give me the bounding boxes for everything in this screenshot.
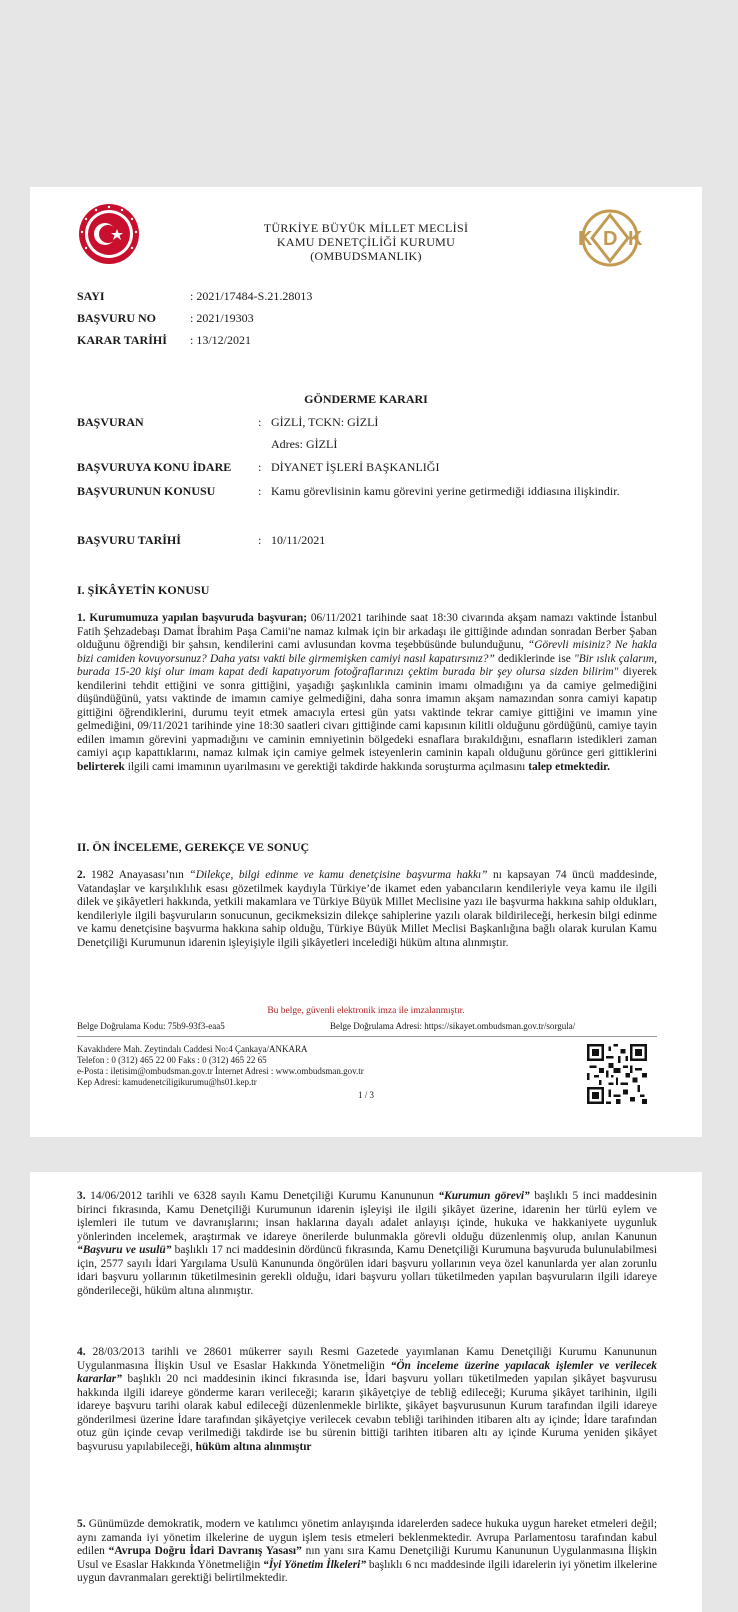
p2-text: nı kapsayan 74 üncü maddesinde, Vatandaşlar ve karşılıklılık esası gözetilmek kaydıyla Türkiye’de ikamet eden yabancıların kendileriyle veya kamu ile ilgili dilek ve şikâyetleri hakkında, yetkili makamlara ve Türkiye Büyük Millet Meclisine yazı ile başvurma hakkına sahip oldukları, kendileriyle ilgili başvuruların sonucunun, gecikmeksizin dilekçe sahiplerine yazılı olarak bildirileceği, herkesin bilgi edinme ve kamu denetçisine başvurma hakkına sahip olduğu, Türkiye Büyük Millet Meclisi Başkanlığına bağlı olarak kurulan Kamu Denetçiliği Kurumunun idarenin işleyişiyle ilgili şikâyetleri incelediği hüküm altına alınmıştır. — [77, 869, 658, 949]
p5-bold: “Avrupa Doğru İdari Davranış Yasası” — [108, 1545, 302, 1557]
p1-text: 06/11/2021 tarihinde saat 18:30 civarında akşam namazı vaktinde İstanbul Fatih Şehzadebaşı Damat İbrahim Paşa Camii'ne namaz kılmak için bir arkadaşı ile gittiğinde adından sonradan Berber Şaban olduğunu öğrendiği bir şahsın, kendilerini cami avlusundan kovma teşebbüsünde bulunduğunu, — [77, 612, 657, 651]
basvuru-no-value: : 2021/19303 — [190, 311, 254, 325]
basvuru-no-label: BAŞVURU NO — [77, 311, 157, 325]
colon: : — [258, 484, 262, 498]
p3-text: başlıklı 17 nci maddesinin dördüncü fıkrasında, Kamu Denetçiliği Kurumuna başvuruda bulunulabilmesi için, 2577 sayılı İdari Yargılama Usulü Kanununda öngörülen idari başvuru yollarının veya özel kanunlarda yer alan zorunlu idari başvuru yollarının tüketilmesinin gerekli olduğu, idari başvuru yolları tüketilmeden yapılan başvuruların ilgili idareye gönderileceği, hüküm altına alınmıştır. — [77, 1244, 657, 1297]
p4-number: 4. — [77, 1346, 86, 1358]
p1-bold-1: belirterek — [77, 760, 125, 773]
page-number: 1 / 3 — [357, 1090, 374, 1100]
basvuran-value: GİZLİ, TCKN: GİZLİ — [271, 415, 379, 429]
karar-tarihi-value: : 13/12/2021 — [190, 333, 252, 347]
sayi-value: : 2021/17484-S.21.28013 — [190, 289, 313, 303]
header-line-2: KAMU DENETÇİLİĞİ KURUMU — [276, 235, 456, 249]
p5-text: başlıklı 6 ncı maddesinde ilgili idarelerin iyi yönetim ilkelerine uygun davranmaları gerektiği belirtilmektedir. — [77, 1558, 657, 1584]
p1-text: ilgili cami imamının uyarılmasını ve gerektiği takdirde hakkında soruşturma açılmasını — [124, 760, 529, 773]
paragraph-3 — [77, 1190, 657, 1298]
p3-text: başlıklı 5 inci maddesinin birinci fıkrasında, Kamu Denetçiliği Kurumunun idarenin işleyişi ile ilgili şikâyet üzerine, idarenin her türlü eylem ve işlemleri ile tutum ve davranışlarını; insan haklarına dayalı adalet anlayışı içinde, hukuka ve hakkaniyete uygunluk yönlerinden incelemek, araştırmak ve idareye önerilerde bulunmakla görevli olduğu düzenlenmiş olup, anılan Kanunun — [77, 1190, 657, 1243]
konu-label: BAŞVURUNUN KONUSU — [77, 484, 216, 498]
kdk-logo — [570, 207, 650, 269]
basvuran-label: BAŞVURAN — [77, 415, 144, 429]
p2-quote: “Dilekçe, bilgi edinme ve kamu denetçisine başvurma hakkı” — [189, 869, 488, 881]
kdk-letter-d: D — [603, 228, 618, 250]
footer-email: e-Posta : iletisim@ombudsman.gov.tr İnternet Adresi : www.ombudsman.gov.tr — [77, 1066, 364, 1076]
p4-text: 28/03/2013 tarihli ve 28601 mükerrer sayılı Resmi Gazetede yayımlanan Kamu Denetçiliği Kurumu Kanununun Uygulanmasına İlişkin Usul ve Esaslar Hakkında Yönetmeliğin — [77, 1346, 657, 1372]
idare-label: BAŞVURUYA KONU İDARE — [77, 460, 232, 474]
paragraph-2 — [77, 869, 657, 950]
konu-value: Kamu görevlisinin kamu görevini yerine getirmediği iddiasına ilişkindir. — [271, 484, 620, 498]
verification-address[interactable]: Belge Doğrulama Adresi: https://sikayet.ombudsman.gov.tr/sorgula/ — [330, 1021, 576, 1031]
paragraph-4 — [77, 1346, 657, 1454]
kdk-letter-k1: K — [578, 228, 593, 250]
section-heading-1: I. ŞİKÂYETİN KONUSU — [77, 583, 210, 597]
document-page-1 — [30, 187, 702, 1137]
p4-bold: hüküm altına alınmıştır — [195, 1440, 312, 1453]
header-line-1: TÜRKİYE BÜYÜK MİLLET MECLİSİ — [263, 221, 469, 235]
p1-quote-2: "Bir ıslık çalarım, burada 15-20 kişi olur imam kapat dedi kapatıyorum fotoğraflarınızı çektim burada bir şey olursa sizden bilirim" — [77, 652, 657, 678]
p1-quote-1: “Görevli misiniz? Ne hakla bizi camiden kovuyorsunuz? Daha yatsı vakti bile girmemişken camiyi nasıl kapatırsınız?” — [77, 639, 658, 665]
section-heading-2: II. ÖN İNCELEME, GEREKÇE VE SONUÇ — [77, 840, 310, 854]
colon: : — [258, 460, 262, 474]
karar-tarihi-label: KARAR TARİHİ — [77, 333, 167, 347]
p3-quote-2: “Başvuru ve usulü” — [77, 1244, 172, 1256]
sayi-label: SAYI — [77, 289, 105, 303]
p5-quote: “İyi Yönetim İlkeleri” — [263, 1558, 367, 1571]
header-line-3: (OMBUDSMANLIK) — [310, 249, 422, 263]
basvuru-tarihi-label: BAŞVURU TARİHİ — [77, 533, 181, 547]
p5-number: 5. — [77, 1518, 86, 1530]
footer-contact — [77, 1044, 364, 1088]
e-signature-note: Bu belge, güvenli elektronik imza ile imzalanmıştır. — [267, 1006, 465, 1016]
p3-text: 14/06/2012 tarihli ve 6328 sayılı Kamu Denetçiliği Kurumu Kanununun — [85, 1190, 439, 1202]
p1-text: diyerek kendilerini tehdit ettiğini ve sonra gittiğini, yaşadığı şaşkınlıkla caminin imamı olmadığını ya da camiye gelmediğini düşündüğünü, yatsı vaktinde de imamın camiye gelmediğini, daha sonra imamın akşam namazından sonra camiyi kapatıp gittiğini öğrendiklerini, durumu teyit etmek amacıyla ertesi gün yatsı vaktinde tekrar camiye gittiğini ve imamın yine gelmediğini, 09/11/2021 tarihinde yine 18:30 saatleri civarı gittiğinde cami kapısının kilitli olduğunu gördüğünü, camiye tayin edilen imamın görevini yapmadığını ve caminin emniyetinin bölgedeki esnaflara bırakıldığını, esnafların istedikleri zaman camiyi açıp kapattıklarını, namaz kılmak için camiye gelmek isteyenlerin caminin kapalı olduğunu görünce geri gittiklerini — [77, 666, 657, 759]
p3-number: 3. — [77, 1190, 86, 1202]
p3-quote-1: “Kurumun görevi” — [438, 1190, 530, 1202]
p2-number: 2. — [77, 869, 86, 881]
adres-value: Adres: GİZLİ — [271, 437, 338, 451]
document-page-2 — [30, 1172, 702, 1612]
p1-text: dediklerinde ise — [494, 652, 574, 665]
basvuru-tarihi-value: 10/11/2021 — [271, 533, 326, 547]
footer-address: Kavaklıdere Mah. Zeytindalı Caddesi No:4 Çankaya/ANKARA — [77, 1044, 308, 1054]
kdk-letter-k2: K — [628, 228, 643, 250]
p1-lead: 1. Kurumumuza yapılan başvuruda başvuran; — [77, 612, 308, 624]
document-title: GÖNDERME KARARI — [304, 392, 428, 406]
p4-quote: “Ön inceleme üzerine yapılacak işlemler ve verilecek kararlar” — [77, 1359, 658, 1385]
paragraph-1 — [77, 612, 657, 774]
footer-kep: Kep Adresi: kamudenetciligikurumu@hs01.kep.tr — [77, 1077, 257, 1087]
idare-value: DİYANET İŞLERİ BAŞKANLIĞI — [271, 460, 440, 474]
p1-bold-2: talep etmektedir. — [528, 760, 611, 773]
paragraph-5 — [77, 1518, 657, 1586]
verification-code: Belge Doğrulama Kodu: 75b9-93f3-eaa5 — [77, 1021, 225, 1031]
colon: : — [258, 415, 262, 429]
colon: : — [258, 533, 262, 547]
footer-divider — [77, 1036, 657, 1037]
p5-text: Günümüzde demokratik, modern ve katılımcı yönetim anlayışında idarelerden sadece hukuka uygun hareket etmeleri değil; aynı zamanda iyi yönetim ilkelerine de uygun işlem tesis etmeleri beklenmektedir. Avrupa Parlamentosu tarafından kabul edilen — [77, 1518, 657, 1557]
p5-text: nın yanı sıra Kamu Denetçiliği Kurumu Kanununun Uygulanmasına İlişkin Usul ve Esaslar Hakkında Yönetmeliğin — [77, 1545, 657, 1571]
footer-phone: Telefon : 0 (312) 465 22 00 Faks : 0 (312) 465 22 65 — [77, 1055, 267, 1065]
p2-text: 1982 Anayasası’nın — [85, 869, 190, 881]
p4-text: başlıklı 20 nci maddesinin ikinci fıkrasında ise, İdari başvuru yolları tüketilmeden yapılan şikâyet başvurusu hakkında ilgili idareye gönderme kararı verileceği; kararın şikâyetçiye de tebliğ edileceği; Kuruma şikâyet tarihinin, ilgili idareye başvuru tarihi olarak kabul edileceği düzenlenmekle birlikte, şikâyet başvurusunun Kurum tarafından ilgili idareye gönderilmesi üzerine İdare tarafından şikâyetçiye verilecek cevabın tebliği tarihinden itibaren altı ay içinde; İdare tarafından otuz gün içinde cevap verilmediği takdirde ise bu sürenin bittiği tarihten itibaren altı ay içinde Kuruma yeniden şikâyet başvurusu yapılabileceği, — [77, 1373, 657, 1453]
